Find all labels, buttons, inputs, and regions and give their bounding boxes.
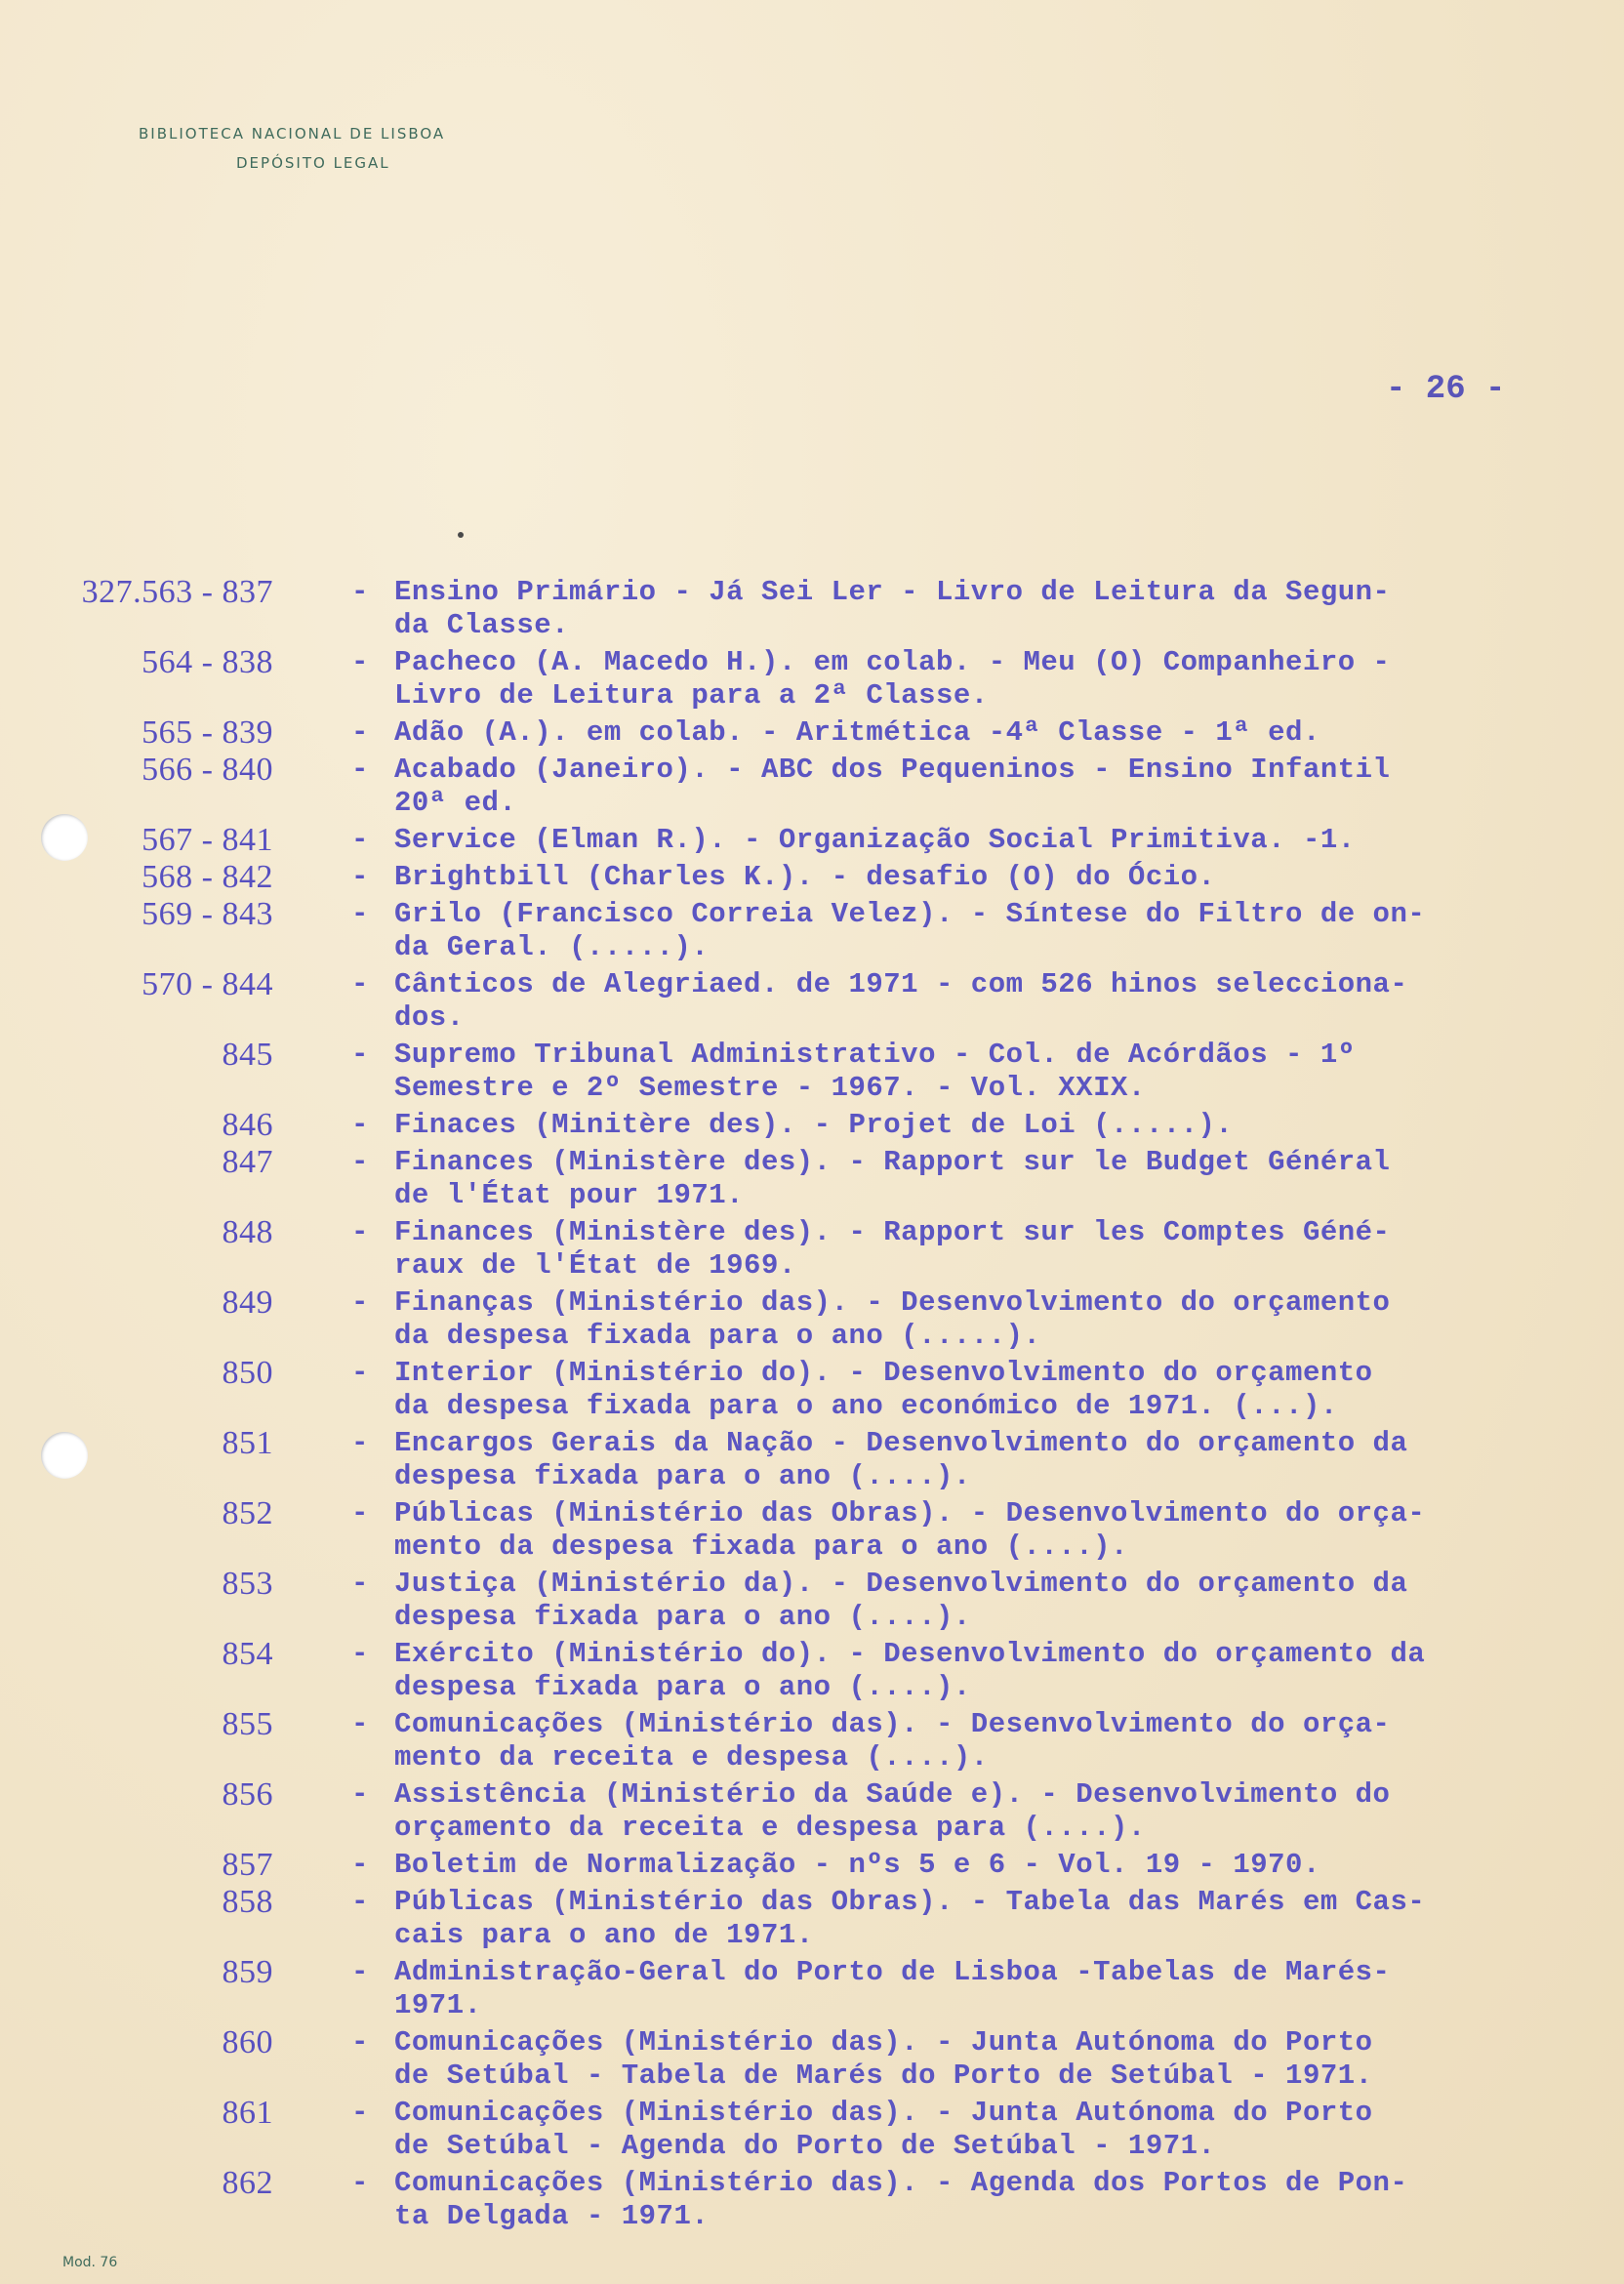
catalog-entry (0, 1039, 1624, 1105)
entry-separator: - (351, 861, 369, 893)
entry-number: 570 - 844 (142, 966, 273, 1002)
catalog-entry (0, 968, 1624, 1035)
entry-number: 846 (222, 1107, 273, 1143)
entry-text-line: Finanças (Ministério das). - Desenvolvimento do orçamento (394, 1286, 1391, 1319)
entry-text (394, 1638, 1565, 1704)
entry-text-line: 1971. (394, 1989, 482, 2021)
entry-number: 861 (222, 2095, 273, 2131)
entry-separator: - (351, 1146, 369, 1178)
entry-number: 856 (222, 1776, 273, 1813)
entry-text-line: mento da despesa fixada para o ano (....). (394, 1530, 1128, 1563)
entry-text-line: Encargos Gerais da Nação - Desenvolvimento do orçamento da (394, 1427, 1408, 1459)
catalog-entry (0, 1497, 1624, 1564)
catalog-entry (0, 1427, 1624, 1493)
entry-number: 858 (222, 1884, 273, 1920)
entry-text-line: despesa fixada para o ano (....). (394, 1601, 971, 1633)
entry-text-line: da Geral. (.....). (394, 931, 710, 963)
catalog-entry (0, 1216, 1624, 1283)
catalog-entry (0, 1568, 1624, 1634)
entry-number: 857 (222, 1847, 273, 1883)
entry-separator: - (351, 898, 369, 930)
entry-separator: - (351, 824, 369, 856)
entry-separator: - (351, 1708, 369, 1740)
entry-text (394, 1708, 1565, 1774)
entry-number: 567 - 841 (142, 822, 273, 858)
entry-separator: - (351, 1357, 369, 1389)
entry-text (394, 1497, 1565, 1564)
entry-text (394, 1039, 1565, 1105)
catalog-entry (0, 861, 1624, 894)
entry-text (394, 646, 1565, 713)
entry-text-line: de Setúbal - Tabela de Marés do Porto de Setúbal - 1971. (394, 2060, 1373, 2092)
entry-separator: - (351, 1956, 369, 1988)
entry-text-line: da Classe. (394, 609, 570, 641)
entry-number: 565 - 839 (142, 714, 273, 751)
deposit-label: DEPÓSITO LEGAL (236, 154, 390, 172)
entry-text (394, 1427, 1565, 1493)
entry-separator: - (351, 1778, 369, 1811)
catalog-entry (0, 1357, 1624, 1423)
entry-number: 862 (222, 2165, 273, 2201)
entry-number: 860 (222, 2024, 273, 2060)
entry-text-line: da despesa fixada para o ano económico de 1971. (...). (394, 1390, 1338, 1422)
entry-number: 852 (222, 1495, 273, 1531)
entry-separator: - (351, 1427, 369, 1459)
entry-text-line: Brightbill (Charles K.). - desafio (O) do Ócio. (394, 861, 1216, 893)
page-number: - 26 - (1386, 371, 1506, 408)
entry-text-line: Interior (Ministério do). - Desenvolvimento do orçamento (394, 1357, 1373, 1389)
entry-text (394, 861, 1565, 894)
entry-text-line: Assistência (Ministério da Saúde e). - Desenvolvimento do (394, 1778, 1391, 1811)
entry-text-line: Comunicações (Ministério das). - Desenvolvimento do orça- (394, 1708, 1391, 1740)
ink-dot (458, 532, 464, 538)
entry-separator: - (351, 646, 369, 678)
entry-text-line: cais para o ano de 1971. (394, 1919, 814, 1951)
entry-separator: - (351, 1216, 369, 1248)
entry-text-line: Exército (Ministério do). - Desenvolvimento do orçamento da (394, 1638, 1426, 1670)
catalog-entry (0, 1109, 1624, 1142)
catalog-entry (0, 824, 1624, 857)
entry-text-line: Grilo (Francisco Correia Velez). - Síntese do Filtro de on- (394, 898, 1426, 930)
entry-text-line: Service (Elman R.). - Organização Social Primitiva. -1. (394, 824, 1356, 856)
entry-number: 845 (222, 1037, 273, 1073)
entry-text (394, 2026, 1565, 2093)
entry-separator: - (351, 1286, 369, 1319)
entry-separator: - (351, 576, 369, 608)
entry-text-line: Cânticos de Alegriaed. de 1971 - com 526 hinos selecciona- (394, 968, 1408, 1000)
entry-separator: - (351, 1039, 369, 1071)
entry-text (394, 1109, 1565, 1142)
catalog-entry (0, 2026, 1624, 2093)
entry-text-line: Públicas (Ministério das Obras). - Desenvolvimento do orça- (394, 1497, 1426, 1529)
entry-text-line: da despesa fixada para o ano (.....). (394, 1320, 1041, 1352)
entry-text (394, 716, 1565, 750)
entry-separator: - (351, 2167, 369, 2199)
entry-text (394, 1886, 1565, 1952)
entry-text-line: 20ª ed. (394, 787, 517, 819)
library-header (139, 125, 445, 172)
entry-separator: - (351, 1497, 369, 1529)
entry-text-line: Livro de Leitura para a 2ª Classe. (394, 679, 989, 712)
entry-text-line: Adão (A.). em colab. - Aritmética -4ª Classe - 1ª ed. (394, 716, 1320, 749)
catalog-entry (0, 1956, 1624, 2022)
entry-number: 847 (222, 1144, 273, 1180)
entry-text-line: Ensino Primário - Já Sei Ler - Livro de Leitura da Segun- (394, 576, 1391, 608)
entry-text-line: mento da receita e despesa (....). (394, 1741, 989, 1774)
entry-text (394, 968, 1565, 1035)
entry-text-line: despesa fixada para o ano (....). (394, 1460, 971, 1492)
entry-text-line: Comunicações (Ministério das). - Agenda dos Portos de Pon- (394, 2167, 1408, 2199)
entry-separator: - (351, 1849, 369, 1881)
entry-text-line: Finances (Ministère des). - Rapport sur le Budget Général (394, 1146, 1391, 1178)
catalog-entry (0, 2097, 1624, 2163)
entry-text (394, 1849, 1565, 1882)
catalog-entry (0, 576, 1624, 642)
catalog-entry (0, 1708, 1624, 1774)
catalog-entry (0, 1778, 1624, 1845)
entry-text (394, 898, 1565, 964)
entry-text (394, 1357, 1565, 1423)
entry-separator: - (351, 2097, 369, 2129)
entry-text-line: raux de l'État de 1969. (394, 1249, 796, 1282)
entry-text (394, 1286, 1565, 1353)
catalog-entry (0, 716, 1624, 750)
entry-text (394, 576, 1565, 642)
entry-number: 848 (222, 1214, 273, 1250)
entry-separator: - (351, 1638, 369, 1670)
entry-number: 851 (222, 1425, 273, 1461)
catalog-entry (0, 898, 1624, 964)
entry-text-line: dos. (394, 1001, 465, 1034)
entry-number: 327.563 - 837 (81, 574, 273, 610)
entry-separator: - (351, 2026, 369, 2059)
entry-number: 854 (222, 1636, 273, 1672)
entry-number: 859 (222, 1954, 273, 1990)
entry-separator: - (351, 968, 369, 1000)
catalog-entry (0, 1286, 1624, 1353)
catalog-entry (0, 646, 1624, 713)
catalog-entry (0, 1638, 1624, 1704)
entry-number: 853 (222, 1566, 273, 1602)
library-name: BIBLIOTECA NACIONAL DE LISBOA (139, 125, 446, 143)
entry-text-line: orçamento da receita e despesa para (....). (394, 1812, 1146, 1844)
entry-text (394, 754, 1565, 820)
entry-text-line: Justiça (Ministério da). - Desenvolvimento do orçamento da (394, 1568, 1408, 1600)
entry-text (394, 2097, 1565, 2163)
entry-separator: - (351, 754, 369, 786)
catalog-entries (0, 576, 1624, 2237)
entry-text-line: despesa fixada para o ano (....). (394, 1671, 971, 1703)
entry-text-line: Boletim de Normalização - nºs 5 e 6 - Vol. 19 - 1970. (394, 1849, 1320, 1881)
catalog-entry (0, 2167, 1624, 2233)
entry-separator: - (351, 1886, 369, 1918)
entry-text-line: ta Delgada - 1971. (394, 2200, 710, 2232)
entry-number: 569 - 843 (142, 896, 273, 932)
entry-text-line: Acabado (Janeiro). - ABC dos Pequeninos - Ensino Infantil (394, 754, 1391, 786)
entry-number: 568 - 842 (142, 859, 273, 895)
entry-text (394, 1146, 1565, 1212)
catalog-entry (0, 1886, 1624, 1952)
entry-separator: - (351, 1109, 369, 1141)
form-model-label: Mod. 76 (62, 2255, 118, 2270)
entry-number: 850 (222, 1355, 273, 1391)
entry-text (394, 1216, 1565, 1283)
entry-text-line: Comunicações (Ministério das). - Junta Autónoma do Porto (394, 2026, 1373, 2059)
entry-text (394, 824, 1565, 857)
entry-separator: - (351, 716, 369, 749)
entry-separator: - (351, 1568, 369, 1600)
entry-text (394, 1778, 1565, 1845)
catalog-entry (0, 754, 1624, 820)
entry-text-line: de l'État pour 1971. (394, 1179, 745, 1211)
entry-number: 566 - 840 (142, 752, 273, 788)
entry-text (394, 1956, 1565, 2022)
entry-number: 849 (222, 1285, 273, 1321)
entry-text-line: Comunicações (Ministério das). - Junta Autónoma do Porto (394, 2097, 1373, 2129)
catalog-entry (0, 1849, 1624, 1882)
entry-text-line: Semestre e 2º Semestre - 1967. - Vol. XXIX. (394, 1072, 1146, 1104)
entry-text-line: Finances (Ministère des). - Rapport sur les Comptes Géné- (394, 1216, 1391, 1248)
catalog-entry (0, 1146, 1624, 1212)
entry-text (394, 2167, 1565, 2233)
entry-text-line: Finaces (Minitère des). - Projet de Loi (.....). (394, 1109, 1234, 1141)
entry-text (394, 1568, 1565, 1634)
entry-number: 564 - 838 (142, 644, 273, 680)
entry-number: 855 (222, 1706, 273, 1742)
entry-text-line: de Setúbal - Agenda do Porto de Setúbal - 1971. (394, 2130, 1216, 2162)
entry-text-line: Administração-Geral do Porto de Lisboa -Tabelas de Marés- (394, 1956, 1391, 1988)
entry-text-line: Pacheco (A. Macedo H.). em colab. - Meu (O) Companheiro - (394, 646, 1391, 678)
entry-text-line: Públicas (Ministério das Obras). - Tabela das Marés em Cas- (394, 1886, 1426, 1918)
entry-text-line: Supremo Tribunal Administrativo - Col. de Acórdãos - 1º (394, 1039, 1356, 1071)
